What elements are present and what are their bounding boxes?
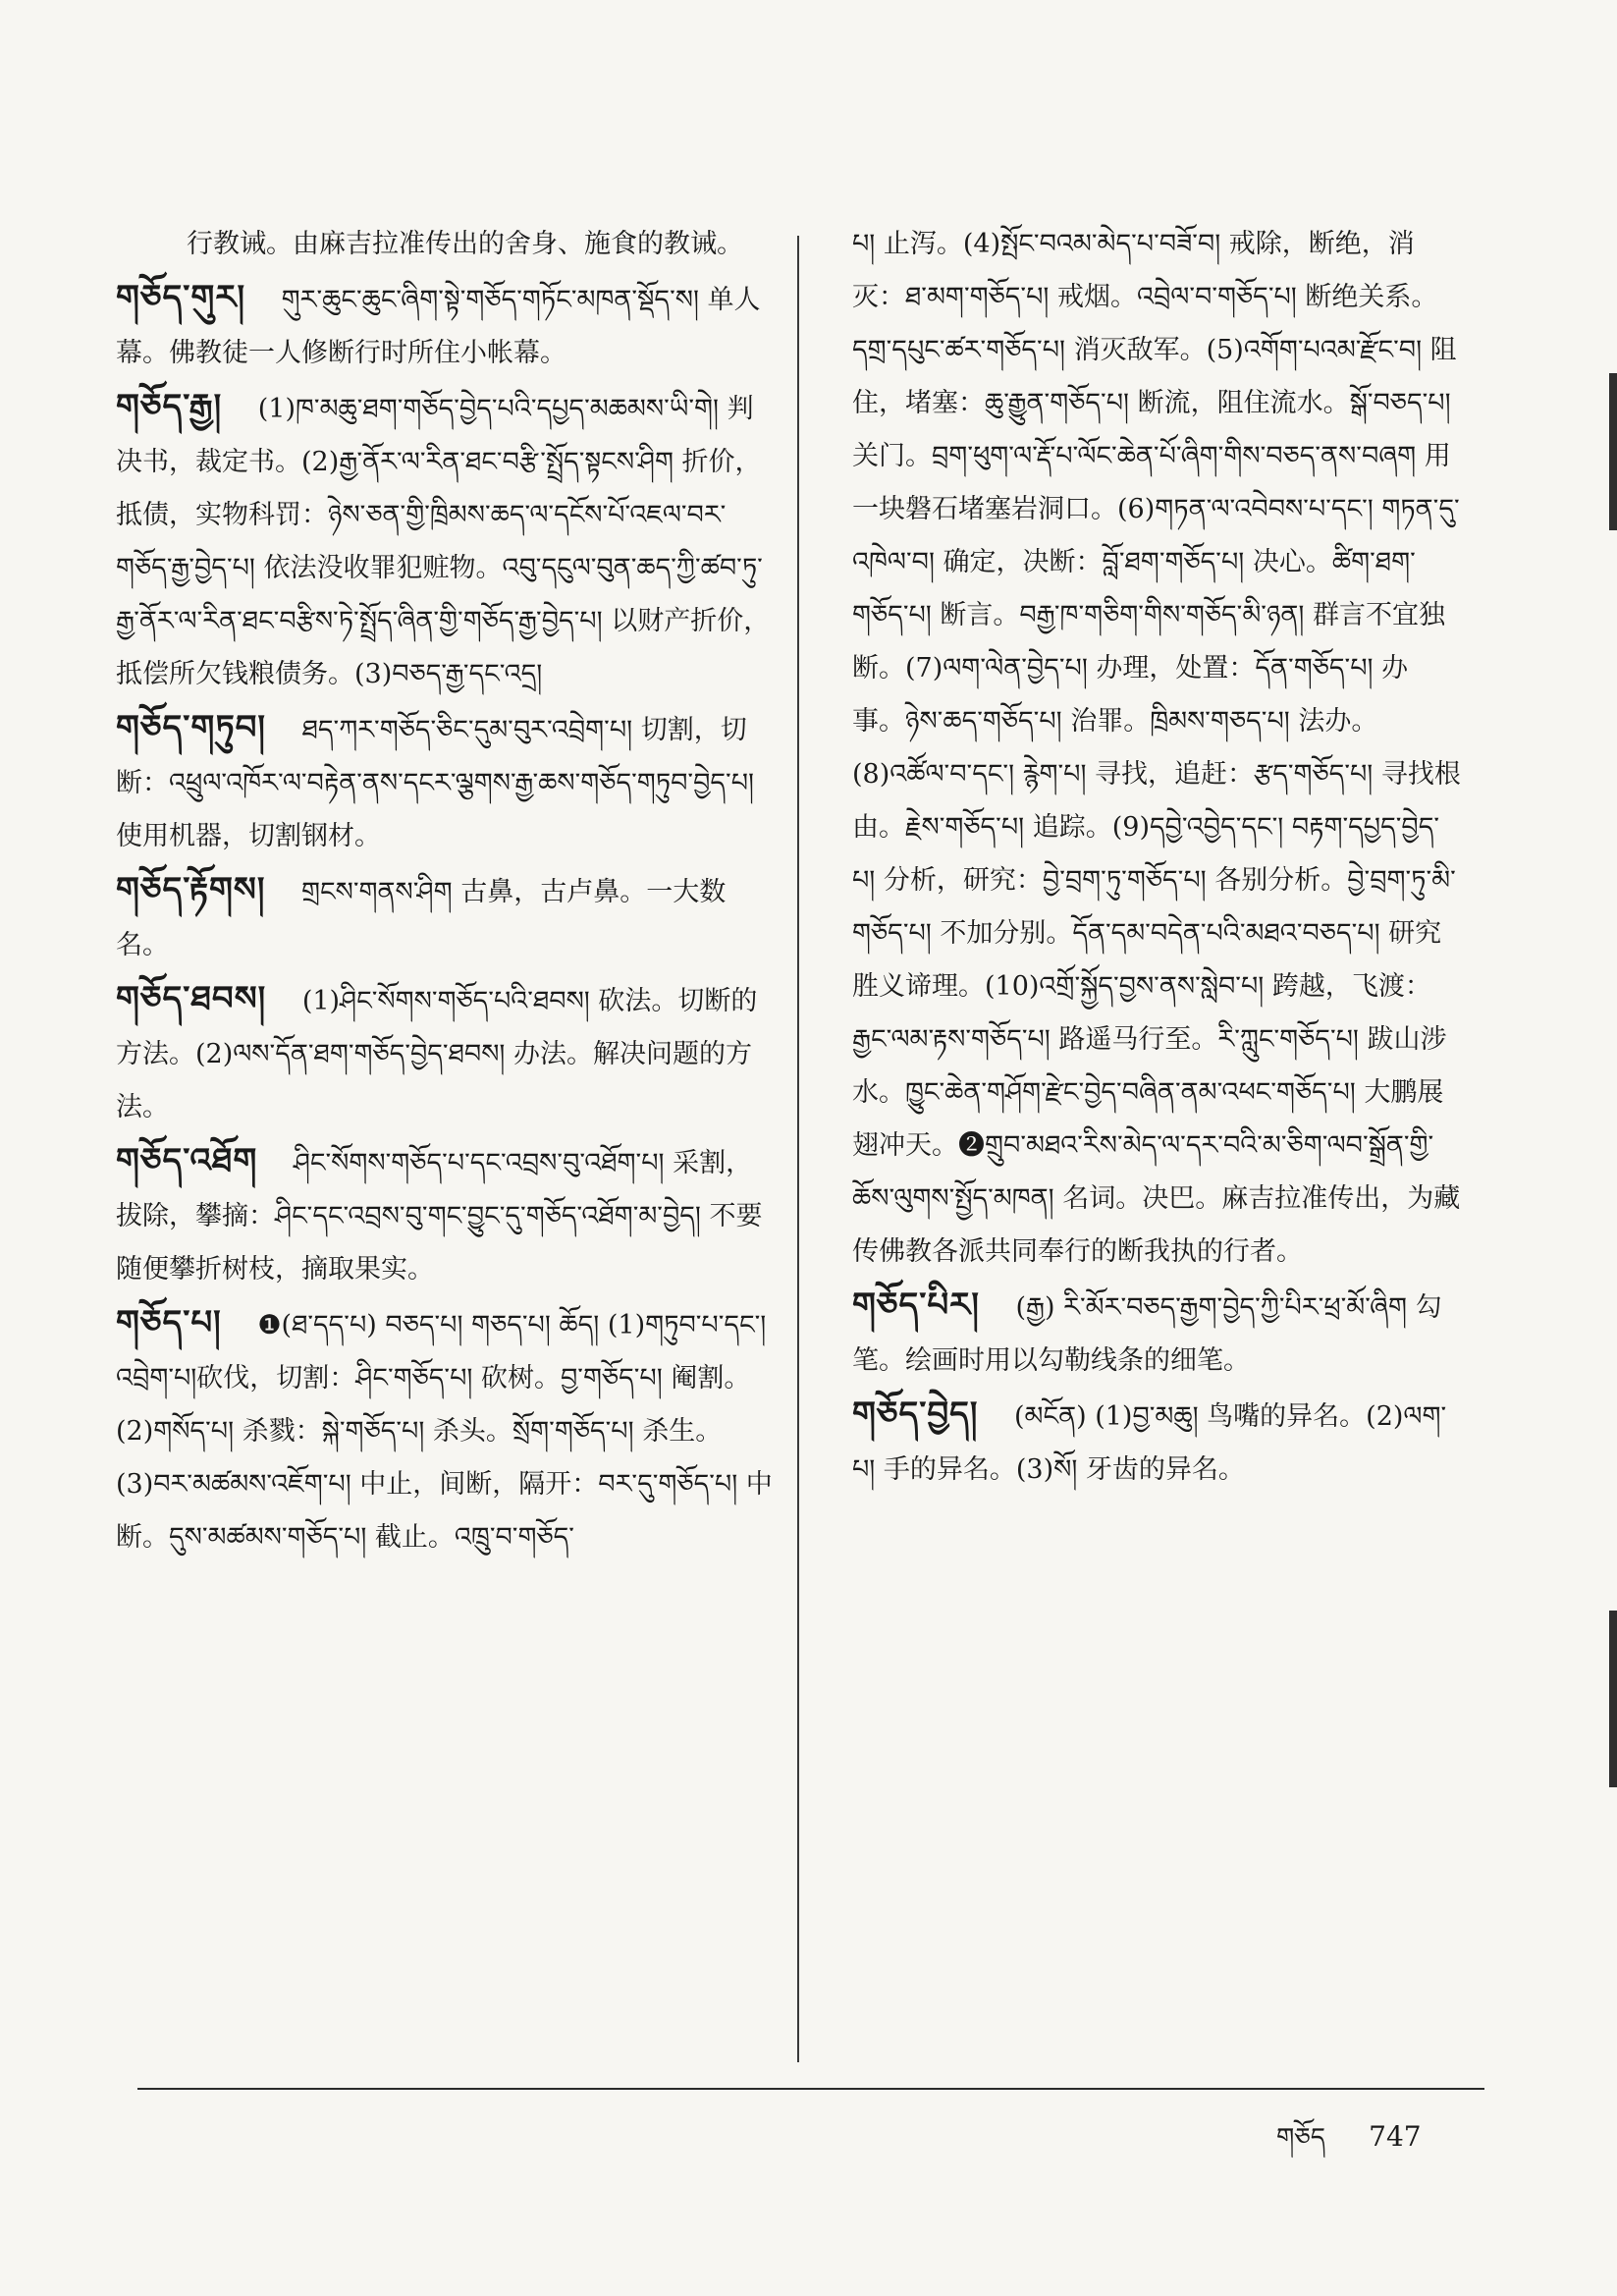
entry-gcod-thog (116, 1134, 774, 1296)
entry-continuation: 行教诫。由麻吉拉准传出的舍身、施食的教诫。 (187, 229, 743, 259)
definition: ❶(ཐ་དད་པ) བཅད་པ། གཅད་པ། ཆོད། (1)གཏུབ་པ་དང་། འབྲེག་པ།砍伐，切割：ཤིང་གཅོད་པ། 砍树。བྱ་གཅོད་པ། 阉割。(2)གསོད་པ། 杀戮：སྐེ་གཅོད་པ། 杀头。སྲོག་གཅོད་པ། 杀生。(3)བར་མཚམས་འཇོག་པ། 中止，间断，隔开：བར་དུ་གཅོད་པ། 中断。དུས་མཚམས་གཅོད་པ། 截止。འཁྲུ་བ་གཅོད་ (116, 1310, 773, 1553)
definition: (རྒྱ) རི་མོར་བཅད་རྒྱག་བྱེད་ཀྱི་པིར་ཕྲ་མོ་ཞིག 勾笔。绘画时用以勾勒线条的细笔。 (852, 1292, 1442, 1376)
definition: (མངོན) (1)བྱ་མཆུ། 鸟嘴的异名。(2)ལག་པ། 手的异名。(3)སོ། 牙齿的异名。 (852, 1401, 1447, 1485)
scan-edge-mark (1609, 373, 1617, 530)
left-column (116, 218, 774, 1564)
headword: གཅོད་བྱེད། (852, 1394, 979, 1434)
headword: གཅོད་རྟོགས། (116, 870, 266, 909)
running-head: གཅོད (1276, 2123, 1325, 2153)
definition: (1)ཤིང་སོགས་གཅོད་པའི་ཐབས། 砍法。切断的方法。(2)ལས་དོན་ཐག་གཅོད་བྱེད་ཐབས། 办法。解决问题的方法。 (116, 986, 758, 1122)
entry-gcod-pa (116, 1296, 774, 1564)
entry-gcod-pir (852, 1279, 1461, 1388)
right-column (852, 218, 1461, 1497)
scan-edge-mark (1609, 1611, 1617, 1787)
entry-gcod-pa-continued (852, 218, 1461, 1279)
headword: གཅོད་པ། (116, 1303, 222, 1342)
headword: གཅོད་ཐབས། (116, 979, 267, 1018)
headword: གཅོད་པིར། (852, 1285, 980, 1325)
footer-rule (137, 2088, 1484, 2090)
entry-gcod-gtub (116, 701, 774, 863)
headword: གཅོད་གུར། (116, 278, 246, 317)
definition: གུར་ཆུང་ཆུང་ཞིག་སྟེ་གཅོད་གཏོང་མཁན་སྡོད་ས། 单人幕。佛教徒一人修断行时所住小帐幕。 (116, 285, 761, 368)
entry-gcod-byed (852, 1388, 1461, 1497)
headword: གཅོད་འཐོག (116, 1141, 258, 1180)
entry-gcod-rgya (116, 380, 774, 701)
definition: ཐད་ཀར་གཅོད་ཅིང་དུམ་བུར་འབྲེག་པ། 切割，切断：འཕྲུལ་འཁོར་ལ་བརྟེན་ནས་དངར་ལྕགས་རྒྱ་ཆས་གཅོད་གཏུབ་བྱེད་པ། 使用机器，切割钢材。 (116, 715, 754, 851)
entry-gcod-rtogs (116, 863, 774, 972)
definition: ཤིང་སོགས་གཅོད་པ་དང་འབྲས་བུ་འཐོག་པ། 采割，拔除，攀摘：ཤིང་དང་འབྲས་བུ་གང་བྱུང་དུ་གཅོད་འཐོག་མ་བྱེད། 不要随便攀折树枝，摘取果实。 (116, 1148, 763, 1285)
definition: གྲངས་གནས་ཤིག 古鼻，古卢鼻。一大数名。 (116, 877, 727, 960)
entry-gcod-gur (116, 271, 774, 380)
definition: (1)ཁ་མཆུ་ཐག་གཅོད་བྱེད་པའི་དཔྱད་མཆམས་ཡི་གེ། 判决书，裁定书。(2)རྒྱ་ནོར་ལ་རིན་ཐང་བརྩི་སྤྲོད་སྟངས་ཤིག 折价，抵债，实物科罚：ཉེས་ཅན་གྱི་ཁྲིམས་ཆད་ལ་དངོས་པོ་འཇལ་བར་གཅོད་རྒྱ་བྱེད་པ། 依法没收罪犯赃物。འབུ་དངུལ་བུན་ཆད་ཀྱི་ཚབ་ཏུ་རྒྱ་ནོར་ལ་རིན་ཐང་བརྩིས་ཏེ་སྤྲོད་ཞིན་གྱི་གཅོད་རྒྱ་བྱེད་པ། 以财产折价，抵偿所欠钱粮债务。(3)བཅད་རྒྱ་དང་འདྲ། (116, 394, 771, 689)
definition: པ། 止泻。(4)སྤོང་བའམ་མེད་པ་བཟོ་བ། 戒除，断绝，消灭：ཐ་མག་གཅོད་པ། 戒烟。འབྲེལ་བ་གཅོད་པ། 断绝关系。དགྲ་དཔུང་ཚར་གཅོད་པ། 消灭敌军。(5)འགོག་པའམ་རྫོང་བ། 阻住，堵塞：ཆུ་རྒྱུན་གཅོད་པ། 断流，阻住流水。སྒོ་བཅད་པ། 关门。བྲག་ཕུག་ལ་རྡོ་པ་ལོང་ཆེན་པོ་ཞིག་གིས་བཅད་ནས་བཞག 用一块磐石堵塞岩洞口。(6)གཏན་ལ་འབེབས་པ་དང་། གཏན་དུ་འཁེལ་བ། 确定，决断：བློ་ཐག་གཅོད་པ། 决心。ཚིག་ཐག་གཅོད་པ། 断言。བརྒྱ་ཁ་གཅིག་གིས་གཅོད་མི་ཉན། 群言不宜独断。(7)ལག་ལེན་བྱེད་པ། 办理，处置：དོན་གཅོད་པ། 办事。ཉེས་ཆད་གཅོད་པ། 治罪。ཁྲིམས་གཅད་པ། 法办。(8)འཚོལ་བ་དང་། རྙེག་པ། 寻找，追赶：རྩད་གཅོད་པ། 寻找根由。རྗེས་གཅོད་པ། 追踪。(9)དབྱེ་འབྱེད་དང་། བརྟག་དཔྱད་བྱེད་པ། 分析，研究：བྱེ་བྲག་ཏུ་གཅོད་པ། 各别分析。བྱེ་བྲག་ཏུ་མི་གཅོད་པ། 不加分别。དོན་དམ་བདེན་པའི་མཐའ་བཅད་པ། 研究胜义谛理。(10)འགྲོ་སྐྱོད་བྱས་ནས་སླེབ་པ། 跨越，飞渡：རྒྱང་ལམ་རྟས་གཅོད་པ། 路遥马行至。རི་ཀླུང་གཅོད་པ། 跋山涉水。ཁྱུང་ཆེན་གཤོག་རྫེང་བྱེད་བཞིན་ནམ་འཕང་གཅོད་པ། 大鹏展翅冲天。❷གྲུབ་མཐའ་རིས་མེད་ལ་དར་བའི་མ་ཅིག་ལབ་སྒྲོན་གྱི་ཆོས་ལུགས་སྤྱོད་མཁན། 名词。决巴。麻吉拉准传出，为藏传佛教各派共同奉行的断我执的行者。 (852, 229, 1461, 1267)
headword: གཅོད་གཏུབ། (116, 708, 266, 747)
column-divider (797, 236, 799, 2062)
headword: གཅོད་རྒྱ། (116, 387, 223, 426)
entry-gcod-thabs (116, 972, 774, 1134)
page-footer (1276, 2109, 1422, 2181)
page-number: 747 (1369, 2120, 1422, 2153)
